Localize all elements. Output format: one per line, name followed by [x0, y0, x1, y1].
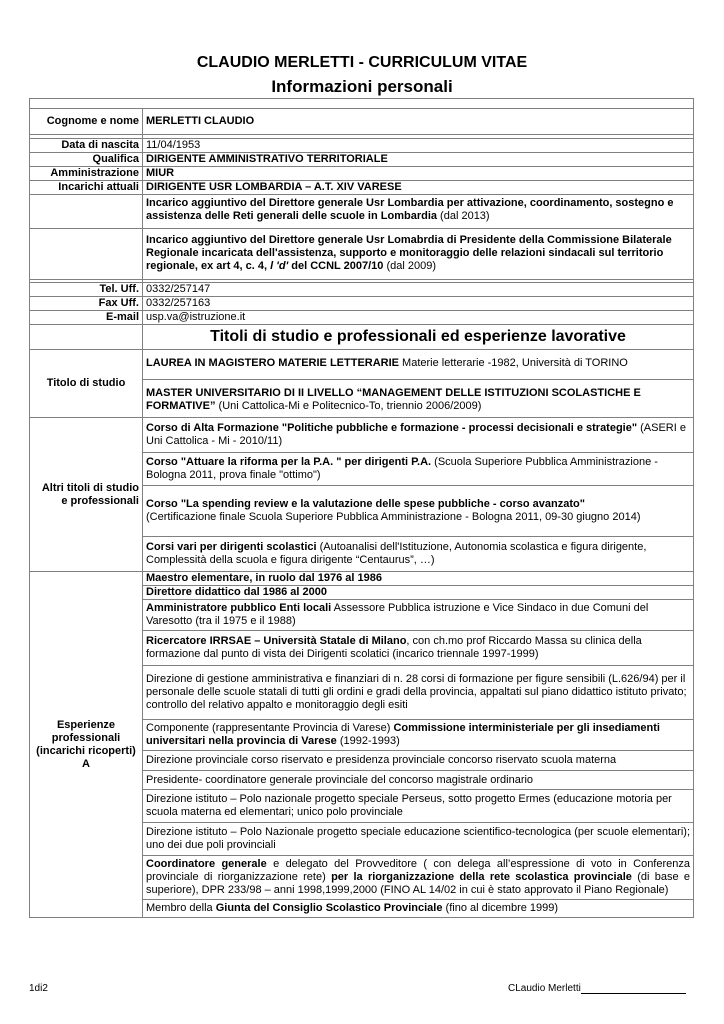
cv-table: [29, 98, 694, 918]
experience-item: [143, 856, 694, 900]
experience-item-text: (1992-1993): [336, 735, 400, 747]
other-title-2-detail: (Scuola Superiore Pubblica Amministrazione - Bologna 2011, prova finale "ottimo"): [146, 456, 658, 481]
experience-item: Direzione provinciale corso riservato e presidenza provinciale concorso riservato scuola materna: [143, 751, 694, 771]
experience-item-text: , con ch.mo prof Riccardo Massa su clinica della formazione dal punto di vista dei Dirigenti scolatici (incarico triennale 1997-1999): [146, 635, 642, 660]
experience-item: [143, 900, 694, 918]
experience-item-bold: Commissione interministeriale per gli insediamenti universitari nella provincia di Varese: [146, 722, 660, 747]
experience-item: Direzione istituto – Polo Nazionale progetto speciale educazione scientifico-tecnologica (per scuole elementari); uno dei due poli provinciali: [143, 823, 694, 856]
experience-item: Direzione di gestione amministrativa e finanziari di n. 28 corsi di formazione per figure sensibili (L.626/94) per il personale delle scuole statali di tutti gli ordini e gradi della provincia, appaltati sul piano didattico istituto privato; controllo del relativo appalto e monitoraggio degli esiti: [143, 666, 694, 720]
study-master-bold: MASTER UNIVERSITARIO DI II LIVELLO “MANAGEMENT DELLE ISTITUZIONI SCOLASTICHE E FORMATIVE”: [146, 387, 641, 412]
study-degree-bold: LAUREA IN MAGISTERO MATERIE LETTERARIE: [146, 357, 399, 369]
qualifica-label: Qualifica: [30, 153, 143, 167]
experience-item-bold: Coordinatore generale: [146, 858, 267, 870]
fax-value: 0332/257163: [143, 297, 694, 311]
other-title-4-bold: Corsi vari per dirigenti scolastici: [146, 541, 317, 553]
experience-item-text: (di base e superiore), DPR 233/98 – anni 1998,1999,2000 (FINO AL 14/02 in cui è stato approvato il Piano Regionale): [146, 871, 690, 896]
incarico-reti-bold: Incarico aggiuntivo del Direttore generale Usr Lombardia per attivazione, coordinamento, sostegno e assistenza delle Reti generali delle scuole in Lombardia: [146, 197, 674, 222]
birth-label: Data di nascita: [30, 139, 143, 153]
email-label: E-mail: [30, 311, 143, 325]
empty-label-cell: [30, 195, 143, 229]
experience-item-text: Componente (rappresentante Provincia di Varese): [146, 722, 394, 734]
experience-item: Direttore didattico dal 1986 al 2000: [143, 586, 694, 600]
experience-item: [143, 600, 694, 631]
name-value: MERLETTI CLAUDIO: [143, 109, 694, 135]
other-title-3-bold: Corso "La spending review e la valutazione delle spese pubbliche - corso avanzato": [146, 498, 585, 510]
tel-label: Tel. Uff.: [30, 283, 143, 297]
experience-label: Esperienze professionali (incarichi ricoperti) A: [30, 572, 143, 918]
incarico-commissione-bold: Incarico aggiuntivo del Direttore generale Usr Lomabrdia di Presidente della Commissione Bilaterale Regionale incaricata dell'assistenza, supporto e monitoraggio delle relazioni sindacali sul territorio regionale, ex art 4, c. 4,: [146, 234, 672, 272]
other-title-4-detail: (Autoanalisi dell'Istituzione, Autonomia scolastica e figura dirigente, Complessità della scuola e figura dirigente “Centaurus”, …): [146, 541, 647, 566]
study-master: [143, 380, 694, 418]
incarico-reti-years: (dal 2013): [437, 210, 490, 222]
experience-item-bold: per la riorganizzazione della rete scolastica provinciale: [331, 871, 632, 883]
signature-line: [508, 983, 686, 994]
amministrazione-label: Amministrazione: [30, 167, 143, 181]
experience-item-text: Membro della: [146, 902, 216, 914]
study-degree: [143, 350, 694, 380]
incarichi-label: Incarichi attuali: [30, 181, 143, 195]
qualifica-value: DIRIGENTE AMMINISTRATIVO TERRITORIALE: [143, 153, 694, 167]
document-title: CLAUDIO MERLETTI - CURRICULUM VITAE: [196, 54, 528, 71]
experience-item: Direzione istituto – Polo nazionale progetto speciale Perseus, sotto progetto Ermes (educazione motoria per scuola materna ed elementari; unico polo provinciale: [143, 790, 694, 823]
other-title-2-bold: Corso "Attuare la riforma per la P.A. " per dirigenti P.A.: [146, 456, 432, 468]
experience-item-bold: Amministratore pubblico Enti locali: [146, 602, 332, 614]
experience-item-text: (fino al dicembre 1999): [442, 902, 559, 914]
other-title-4: [143, 537, 694, 572]
experience-item-text: e delegato del Provveditore ( con delega all’espressione di voto in Conferenza provinciale di riorganizzazione rete): [146, 858, 691, 883]
study-label: Titolo di studio: [30, 350, 143, 418]
study-degree-detail: Materie letterarie -1982, Università di TORINO: [399, 357, 628, 369]
birth-value: 11/04/1953: [143, 139, 694, 153]
incarico-commissione: [143, 229, 694, 280]
experience-item: [143, 720, 694, 751]
other-title-1-bold: Corso di Alta Formazione "Politiche pubbliche e formazione - processi decisionali e strategie": [146, 422, 638, 434]
other-titles-label: Altri titoli di studio e professionali: [30, 418, 143, 572]
experience-item: Presidente- coordinatore generale provinciale del concorso magistrale ordinario: [143, 771, 694, 790]
empty-label-cell: [30, 229, 143, 280]
experience-item: [143, 631, 694, 666]
section-title-personal: Informazioni personali: [271, 77, 453, 96]
study-master-detail: (Uni Cattolica-Mi e Politecnico-To, triennio 2006/2009): [215, 400, 482, 412]
signature-label: CLaudio Merletti: [508, 983, 581, 994]
amministrazione-value: MIUR: [143, 167, 694, 181]
other-title-1: [143, 418, 694, 453]
section-title-studies: Titoli di studio e professionali ed esperienze lavorative: [143, 325, 694, 350]
incarico-commissione-italic: l 'd': [270, 260, 289, 272]
incarico-commissione-ccnl: del CCNL 2007/10: [288, 260, 384, 272]
fax-label: Fax Uff.: [30, 297, 143, 311]
experience-item-bold: Giunta del Consiglio Scolastico Provinciale: [215, 902, 443, 914]
top-spacer-row: [30, 99, 694, 109]
other-title-3-detail: (Certificazione finale Scuola Superiore Pubblica Amministrazione - Bologna 2011, 09-30 giugno 2014): [146, 511, 641, 523]
other-title-1-detail: (ASERI e Uni Cattolica - Mi - 2010/11): [146, 422, 686, 447]
other-title-2: [143, 453, 694, 486]
name-label: Cognome e nome: [30, 109, 143, 135]
experience-item: Maestro elementare, in ruolo dal 1976 al 1986: [143, 572, 694, 586]
experience-item-text: Assessore Pubblica istruzione e Vice Sindaco in due Comuni del Varesotto (tra il 1975 e il 1988): [146, 602, 649, 627]
experience-item-bold: Ricercatore IRRSAE – Università Statale di Milano: [146, 635, 407, 647]
signature-blank: [581, 983, 686, 994]
other-title-3: [143, 486, 694, 537]
incarico-commissione-years: (dal 2009): [383, 260, 436, 272]
page-number: 1di2: [29, 983, 48, 994]
incarico-reti: [143, 195, 694, 229]
incarichi-value: DIRIGENTE USR LOMBARDIA – A.T. XIV VARESE: [143, 181, 694, 195]
empty-label-cell: [30, 325, 143, 350]
tel-value: 0332/257147: [143, 283, 694, 297]
email-value: usp.va@istruzione.it: [143, 311, 694, 325]
